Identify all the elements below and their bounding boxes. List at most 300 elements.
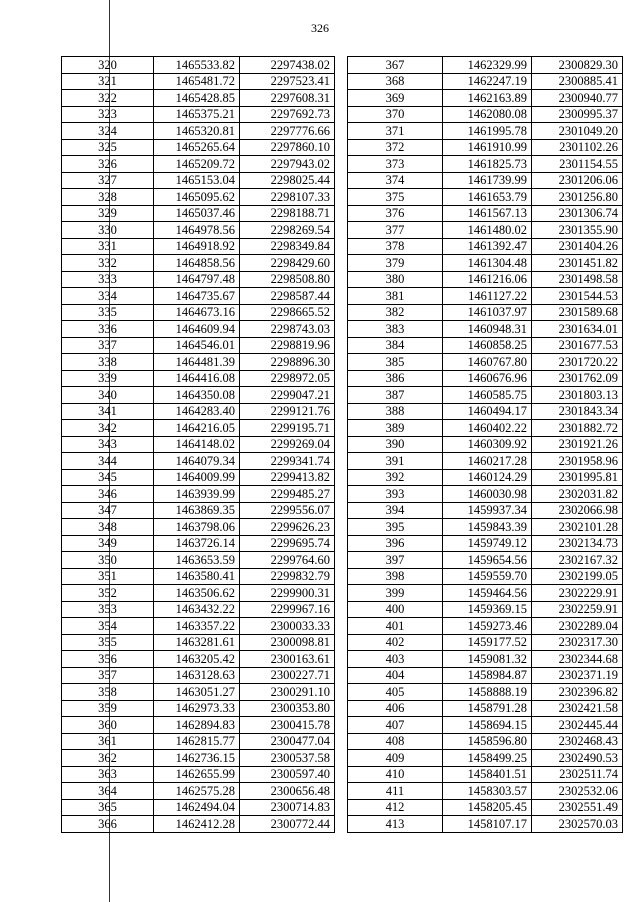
x-coordinate-cell: 1463869.35 bbox=[154, 502, 240, 519]
table-row bbox=[62, 766, 335, 783]
point-number-cell: 408 bbox=[348, 733, 443, 750]
x-coordinate-cell: 1462575.28 bbox=[154, 783, 240, 800]
y-coordinate-cell: 2300714.83 bbox=[240, 799, 335, 816]
table-row bbox=[348, 255, 623, 272]
y-coordinate-cell: 2299269.04 bbox=[240, 436, 335, 453]
point-number-cell: 387 bbox=[348, 387, 443, 404]
point-number-cell: 372 bbox=[348, 139, 443, 156]
table-row bbox=[62, 684, 335, 701]
page-number: 326 bbox=[311, 21, 329, 35]
point-number-cell: 360 bbox=[62, 717, 154, 734]
x-coordinate-cell: 1458791.28 bbox=[443, 700, 532, 717]
y-coordinate-cell: 2297608.31 bbox=[240, 90, 335, 107]
y-coordinate-cell: 2298025.44 bbox=[240, 172, 335, 189]
point-number-cell: 384 bbox=[348, 337, 443, 354]
point-number-cell: 404 bbox=[348, 667, 443, 684]
x-coordinate-cell: 1465209.72 bbox=[154, 156, 240, 173]
y-coordinate-cell: 2301589.68 bbox=[532, 304, 623, 321]
table-row bbox=[62, 816, 335, 833]
point-number-cell: 366 bbox=[62, 816, 154, 833]
point-number-cell: 371 bbox=[348, 123, 443, 140]
table-row bbox=[62, 370, 335, 387]
point-number-cell: 336 bbox=[62, 321, 154, 338]
x-coordinate-cell: 1462247.19 bbox=[443, 73, 532, 90]
point-number-cell: 344 bbox=[62, 453, 154, 470]
y-coordinate-cell: 2299967.16 bbox=[240, 601, 335, 618]
x-coordinate-cell: 1458107.17 bbox=[443, 816, 532, 833]
y-coordinate-cell: 2301355.90 bbox=[532, 222, 623, 239]
x-coordinate-cell: 1464350.08 bbox=[154, 387, 240, 404]
y-coordinate-cell: 2301843.34 bbox=[532, 403, 623, 420]
x-coordinate-cell: 1462894.83 bbox=[154, 717, 240, 734]
y-coordinate-cell: 2302066.98 bbox=[532, 502, 623, 519]
y-coordinate-cell: 2300477.04 bbox=[240, 733, 335, 750]
x-coordinate-cell: 1463580.41 bbox=[154, 568, 240, 585]
x-coordinate-cell: 1460494.17 bbox=[443, 403, 532, 420]
y-coordinate-cell: 2298819.96 bbox=[240, 337, 335, 354]
point-number-cell: 362 bbox=[62, 750, 154, 767]
x-coordinate-cell: 1463939.99 bbox=[154, 486, 240, 503]
point-number-cell: 345 bbox=[62, 469, 154, 486]
y-coordinate-cell: 2301102.26 bbox=[532, 139, 623, 156]
point-number-cell: 320 bbox=[62, 57, 154, 74]
x-coordinate-cell: 1463281.61 bbox=[154, 634, 240, 651]
point-number-cell: 391 bbox=[348, 453, 443, 470]
x-coordinate-cell: 1463726.14 bbox=[154, 535, 240, 552]
y-coordinate-cell: 2302532.06 bbox=[532, 783, 623, 800]
y-coordinate-cell: 2299556.07 bbox=[240, 502, 335, 519]
y-coordinate-cell: 2301762.09 bbox=[532, 370, 623, 387]
x-coordinate-cell: 1461739.99 bbox=[443, 172, 532, 189]
table-row bbox=[348, 123, 623, 140]
table-row bbox=[62, 486, 335, 503]
table-row bbox=[62, 618, 335, 635]
y-coordinate-cell: 2298972.05 bbox=[240, 370, 335, 387]
x-coordinate-cell: 1461480.02 bbox=[443, 222, 532, 239]
y-coordinate-cell: 2300772.44 bbox=[240, 816, 335, 833]
table-row bbox=[348, 156, 623, 173]
x-coordinate-cell: 1460402.22 bbox=[443, 420, 532, 437]
x-coordinate-cell: 1464481.39 bbox=[154, 354, 240, 371]
y-coordinate-cell: 2299695.74 bbox=[240, 535, 335, 552]
table-row bbox=[62, 436, 335, 453]
table-row bbox=[348, 139, 623, 156]
table-row bbox=[62, 139, 335, 156]
point-number-cell: 326 bbox=[62, 156, 154, 173]
x-coordinate-cell: 1459273.46 bbox=[443, 618, 532, 635]
y-coordinate-cell: 2302396.82 bbox=[532, 684, 623, 701]
point-number-cell: 396 bbox=[348, 535, 443, 552]
x-coordinate-cell: 1458205.45 bbox=[443, 799, 532, 816]
point-number-cell: 363 bbox=[62, 766, 154, 783]
table-row bbox=[348, 73, 623, 90]
y-coordinate-cell: 2302371.19 bbox=[532, 667, 623, 684]
y-coordinate-cell: 2302551.49 bbox=[532, 799, 623, 816]
x-coordinate-cell: 1464858.56 bbox=[154, 255, 240, 272]
table-row bbox=[62, 288, 335, 305]
y-coordinate-cell: 2299121.76 bbox=[240, 403, 335, 420]
table-row bbox=[62, 601, 335, 618]
y-coordinate-cell: 2301958.96 bbox=[532, 453, 623, 470]
y-coordinate-cell: 2301921.26 bbox=[532, 436, 623, 453]
y-coordinate-cell: 2300415.78 bbox=[240, 717, 335, 734]
table-row bbox=[62, 106, 335, 123]
x-coordinate-cell: 1459559.70 bbox=[443, 568, 532, 585]
y-coordinate-cell: 2302289.04 bbox=[532, 618, 623, 635]
table-row bbox=[348, 766, 623, 783]
y-coordinate-cell: 2301882.72 bbox=[532, 420, 623, 437]
table-row bbox=[348, 634, 623, 651]
x-coordinate-cell: 1462412.28 bbox=[154, 816, 240, 833]
x-coordinate-cell: 1464079.34 bbox=[154, 453, 240, 470]
table-row bbox=[62, 420, 335, 437]
table-row bbox=[62, 799, 335, 816]
point-number-cell: 412 bbox=[348, 799, 443, 816]
table-row bbox=[62, 354, 335, 371]
y-coordinate-cell: 2302317.30 bbox=[532, 634, 623, 651]
y-coordinate-cell: 2298349.84 bbox=[240, 238, 335, 255]
point-number-cell: 413 bbox=[348, 816, 443, 833]
y-coordinate-cell: 2301677.53 bbox=[532, 337, 623, 354]
x-coordinate-cell: 1465481.72 bbox=[154, 73, 240, 90]
y-coordinate-cell: 2298188.71 bbox=[240, 205, 335, 222]
point-number-cell: 403 bbox=[348, 651, 443, 668]
x-coordinate-cell: 1463357.22 bbox=[154, 618, 240, 635]
point-number-cell: 406 bbox=[348, 700, 443, 717]
x-coordinate-cell: 1462329.99 bbox=[443, 57, 532, 74]
point-number-cell: 359 bbox=[62, 700, 154, 717]
table-row bbox=[348, 271, 623, 288]
x-coordinate-cell: 1464148.02 bbox=[154, 436, 240, 453]
x-coordinate-cell: 1459843.39 bbox=[443, 519, 532, 536]
table-row bbox=[348, 90, 623, 107]
x-coordinate-cell: 1464797.48 bbox=[154, 271, 240, 288]
table-row bbox=[62, 271, 335, 288]
x-coordinate-cell: 1464735.67 bbox=[154, 288, 240, 305]
x-coordinate-cell: 1464673.16 bbox=[154, 304, 240, 321]
x-coordinate-cell: 1460030.98 bbox=[443, 486, 532, 503]
y-coordinate-cell: 2297692.73 bbox=[240, 106, 335, 123]
y-coordinate-cell: 2297438.02 bbox=[240, 57, 335, 74]
point-number-cell: 411 bbox=[348, 783, 443, 800]
coordinates-table-left bbox=[61, 56, 335, 833]
x-coordinate-cell: 1459081.32 bbox=[443, 651, 532, 668]
x-coordinate-cell: 1465320.81 bbox=[154, 123, 240, 140]
point-number-cell: 368 bbox=[348, 73, 443, 90]
x-coordinate-cell: 1464283.40 bbox=[154, 403, 240, 420]
y-coordinate-cell: 2300995.37 bbox=[532, 106, 623, 123]
table-row bbox=[348, 288, 623, 305]
x-coordinate-cell: 1465375.21 bbox=[154, 106, 240, 123]
table-row bbox=[348, 486, 623, 503]
x-coordinate-cell: 1463798.06 bbox=[154, 519, 240, 536]
y-coordinate-cell: 2300885.41 bbox=[532, 73, 623, 90]
point-number-cell: 395 bbox=[348, 519, 443, 536]
y-coordinate-cell: 2302570.03 bbox=[532, 816, 623, 833]
table-row bbox=[62, 502, 335, 519]
x-coordinate-cell: 1458499.25 bbox=[443, 750, 532, 767]
point-number-cell: 394 bbox=[348, 502, 443, 519]
point-number-cell: 369 bbox=[348, 90, 443, 107]
table-row bbox=[348, 816, 623, 833]
table-row bbox=[348, 172, 623, 189]
point-number-cell: 401 bbox=[348, 618, 443, 635]
table-row bbox=[62, 205, 335, 222]
table-body-left bbox=[62, 57, 335, 833]
y-coordinate-cell: 2299485.27 bbox=[240, 486, 335, 503]
x-coordinate-cell: 1463432.22 bbox=[154, 601, 240, 618]
y-coordinate-cell: 2298269.54 bbox=[240, 222, 335, 239]
x-coordinate-cell: 1461567.13 bbox=[443, 205, 532, 222]
y-coordinate-cell: 2298896.30 bbox=[240, 354, 335, 371]
point-number-cell: 323 bbox=[62, 106, 154, 123]
table-row bbox=[62, 304, 335, 321]
y-coordinate-cell: 2297776.66 bbox=[240, 123, 335, 140]
x-coordinate-cell: 1458596.80 bbox=[443, 733, 532, 750]
y-coordinate-cell: 2299832.79 bbox=[240, 568, 335, 585]
x-coordinate-cell: 1458984.87 bbox=[443, 667, 532, 684]
point-number-cell: 405 bbox=[348, 684, 443, 701]
y-coordinate-cell: 2302445.44 bbox=[532, 717, 623, 734]
point-number-cell: 367 bbox=[348, 57, 443, 74]
point-number-cell: 374 bbox=[348, 172, 443, 189]
point-number-cell: 409 bbox=[348, 750, 443, 767]
table-row bbox=[348, 420, 623, 437]
point-number-cell: 329 bbox=[62, 205, 154, 222]
table-row bbox=[62, 57, 335, 74]
table-row bbox=[62, 453, 335, 470]
table-row bbox=[348, 568, 623, 585]
point-number-cell: 348 bbox=[62, 519, 154, 536]
x-coordinate-cell: 1465153.04 bbox=[154, 172, 240, 189]
table-row bbox=[62, 733, 335, 750]
y-coordinate-cell: 2297523.41 bbox=[240, 73, 335, 90]
point-number-cell: 392 bbox=[348, 469, 443, 486]
x-coordinate-cell: 1460858.25 bbox=[443, 337, 532, 354]
table-row bbox=[62, 321, 335, 338]
y-coordinate-cell: 2298665.52 bbox=[240, 304, 335, 321]
point-number-cell: 333 bbox=[62, 271, 154, 288]
table-row bbox=[62, 73, 335, 90]
point-number-cell: 338 bbox=[62, 354, 154, 371]
point-number-cell: 375 bbox=[348, 189, 443, 206]
point-number-cell: 383 bbox=[348, 321, 443, 338]
x-coordinate-cell: 1460676.96 bbox=[443, 370, 532, 387]
point-number-cell: 400 bbox=[348, 601, 443, 618]
table-row bbox=[348, 733, 623, 750]
y-coordinate-cell: 2301498.58 bbox=[532, 271, 623, 288]
point-number-cell: 356 bbox=[62, 651, 154, 668]
point-number-cell: 378 bbox=[348, 238, 443, 255]
point-number-cell: 388 bbox=[348, 403, 443, 420]
point-number-cell: 376 bbox=[348, 205, 443, 222]
point-number-cell: 399 bbox=[348, 585, 443, 602]
table-row bbox=[62, 172, 335, 189]
table-row bbox=[348, 337, 623, 354]
table-row bbox=[348, 535, 623, 552]
y-coordinate-cell: 2298429.60 bbox=[240, 255, 335, 272]
point-number-cell: 353 bbox=[62, 601, 154, 618]
point-number-cell: 328 bbox=[62, 189, 154, 206]
y-coordinate-cell: 2299413.82 bbox=[240, 469, 335, 486]
y-coordinate-cell: 2299047.21 bbox=[240, 387, 335, 404]
point-number-cell: 339 bbox=[62, 370, 154, 387]
table-row bbox=[62, 535, 335, 552]
table-row bbox=[62, 469, 335, 486]
point-number-cell: 349 bbox=[62, 535, 154, 552]
table-row bbox=[348, 238, 623, 255]
point-number-cell: 357 bbox=[62, 667, 154, 684]
point-number-cell: 377 bbox=[348, 222, 443, 239]
table-row bbox=[348, 354, 623, 371]
x-coordinate-cell: 1462736.15 bbox=[154, 750, 240, 767]
point-number-cell: 410 bbox=[348, 766, 443, 783]
x-coordinate-cell: 1463653.59 bbox=[154, 552, 240, 569]
x-coordinate-cell: 1463205.42 bbox=[154, 651, 240, 668]
point-number-cell: 355 bbox=[62, 634, 154, 651]
y-coordinate-cell: 2301154.55 bbox=[532, 156, 623, 173]
table-row bbox=[348, 601, 623, 618]
point-number-cell: 321 bbox=[62, 73, 154, 90]
point-number-cell: 385 bbox=[348, 354, 443, 371]
point-number-cell: 354 bbox=[62, 618, 154, 635]
point-number-cell: 341 bbox=[62, 403, 154, 420]
y-coordinate-cell: 2301544.53 bbox=[532, 288, 623, 305]
x-coordinate-cell: 1464009.99 bbox=[154, 469, 240, 486]
y-coordinate-cell: 2302134.73 bbox=[532, 535, 623, 552]
point-number-cell: 322 bbox=[62, 90, 154, 107]
table-row bbox=[348, 304, 623, 321]
x-coordinate-cell: 1458888.19 bbox=[443, 684, 532, 701]
point-number-cell: 331 bbox=[62, 238, 154, 255]
point-number-cell: 407 bbox=[348, 717, 443, 734]
table-body-right bbox=[348, 57, 623, 833]
table-row bbox=[62, 552, 335, 569]
point-number-cell: 325 bbox=[62, 139, 154, 156]
y-coordinate-cell: 2300033.33 bbox=[240, 618, 335, 635]
point-number-cell: 381 bbox=[348, 288, 443, 305]
point-number-cell: 352 bbox=[62, 585, 154, 602]
x-coordinate-cell: 1462080.08 bbox=[443, 106, 532, 123]
x-coordinate-cell: 1462655.99 bbox=[154, 766, 240, 783]
table-row bbox=[348, 552, 623, 569]
table-row bbox=[62, 651, 335, 668]
table-row bbox=[62, 750, 335, 767]
x-coordinate-cell: 1459937.34 bbox=[443, 502, 532, 519]
point-number-cell: 397 bbox=[348, 552, 443, 569]
point-number-cell: 335 bbox=[62, 304, 154, 321]
y-coordinate-cell: 2300163.61 bbox=[240, 651, 335, 668]
x-coordinate-cell: 1461216.06 bbox=[443, 271, 532, 288]
x-coordinate-cell: 1461910.99 bbox=[443, 139, 532, 156]
y-coordinate-cell: 2301451.82 bbox=[532, 255, 623, 272]
x-coordinate-cell: 1459749.12 bbox=[443, 535, 532, 552]
table-row bbox=[62, 222, 335, 239]
table-row bbox=[62, 156, 335, 173]
point-number-cell: 380 bbox=[348, 271, 443, 288]
table-row bbox=[348, 783, 623, 800]
table-row bbox=[348, 387, 623, 404]
x-coordinate-cell: 1459369.15 bbox=[443, 601, 532, 618]
point-number-cell: 364 bbox=[62, 783, 154, 800]
point-number-cell: 337 bbox=[62, 337, 154, 354]
table-row bbox=[62, 90, 335, 107]
x-coordinate-cell: 1462494.04 bbox=[154, 799, 240, 816]
point-number-cell: 330 bbox=[62, 222, 154, 239]
y-coordinate-cell: 2299195.71 bbox=[240, 420, 335, 437]
y-coordinate-cell: 2301206.06 bbox=[532, 172, 623, 189]
x-coordinate-cell: 1461392.47 bbox=[443, 238, 532, 255]
table-row bbox=[348, 321, 623, 338]
table-row bbox=[62, 519, 335, 536]
x-coordinate-cell: 1458401.51 bbox=[443, 766, 532, 783]
x-coordinate-cell: 1460309.92 bbox=[443, 436, 532, 453]
x-coordinate-cell: 1462973.33 bbox=[154, 700, 240, 717]
point-number-cell: 382 bbox=[348, 304, 443, 321]
y-coordinate-cell: 2302031.82 bbox=[532, 486, 623, 503]
table-row bbox=[62, 123, 335, 140]
x-coordinate-cell: 1462815.77 bbox=[154, 733, 240, 750]
point-number-cell: 358 bbox=[62, 684, 154, 701]
y-coordinate-cell: 2300656.48 bbox=[240, 783, 335, 800]
table-row bbox=[348, 469, 623, 486]
y-coordinate-cell: 2302421.58 bbox=[532, 700, 623, 717]
table-row bbox=[348, 502, 623, 519]
y-coordinate-cell: 2302229.91 bbox=[532, 585, 623, 602]
y-coordinate-cell: 2301995.81 bbox=[532, 469, 623, 486]
table-row bbox=[348, 436, 623, 453]
point-number-cell: 350 bbox=[62, 552, 154, 569]
x-coordinate-cell: 1465095.62 bbox=[154, 189, 240, 206]
x-coordinate-cell: 1461825.73 bbox=[443, 156, 532, 173]
x-coordinate-cell: 1465037.46 bbox=[154, 205, 240, 222]
x-coordinate-cell: 1464978.56 bbox=[154, 222, 240, 239]
y-coordinate-cell: 2300537.58 bbox=[240, 750, 335, 767]
x-coordinate-cell: 1460585.75 bbox=[443, 387, 532, 404]
table-row bbox=[62, 717, 335, 734]
point-number-cell: 386 bbox=[348, 370, 443, 387]
table-row bbox=[348, 618, 623, 635]
x-coordinate-cell: 1461995.78 bbox=[443, 123, 532, 140]
y-coordinate-cell: 2302344.68 bbox=[532, 651, 623, 668]
point-number-cell: 346 bbox=[62, 486, 154, 503]
point-number-cell: 379 bbox=[348, 255, 443, 272]
y-coordinate-cell: 2299764.60 bbox=[240, 552, 335, 569]
point-number-cell: 370 bbox=[348, 106, 443, 123]
x-coordinate-cell: 1461127.22 bbox=[443, 288, 532, 305]
point-number-cell: 332 bbox=[62, 255, 154, 272]
y-coordinate-cell: 2300098.81 bbox=[240, 634, 335, 651]
y-coordinate-cell: 2301256.80 bbox=[532, 189, 623, 206]
point-number-cell: 342 bbox=[62, 420, 154, 437]
table-row bbox=[348, 222, 623, 239]
table-row bbox=[62, 337, 335, 354]
table-row bbox=[62, 403, 335, 420]
table-row bbox=[348, 717, 623, 734]
y-coordinate-cell: 2299900.31 bbox=[240, 585, 335, 602]
table-row bbox=[348, 205, 623, 222]
point-number-cell: 351 bbox=[62, 568, 154, 585]
x-coordinate-cell: 1460217.28 bbox=[443, 453, 532, 470]
point-number-cell: 327 bbox=[62, 172, 154, 189]
table-row bbox=[348, 519, 623, 536]
y-coordinate-cell: 2298107.33 bbox=[240, 189, 335, 206]
table-row bbox=[348, 585, 623, 602]
y-coordinate-cell: 2298587.44 bbox=[240, 288, 335, 305]
y-coordinate-cell: 2297943.02 bbox=[240, 156, 335, 173]
x-coordinate-cell: 1464918.92 bbox=[154, 238, 240, 255]
table-row bbox=[62, 238, 335, 255]
